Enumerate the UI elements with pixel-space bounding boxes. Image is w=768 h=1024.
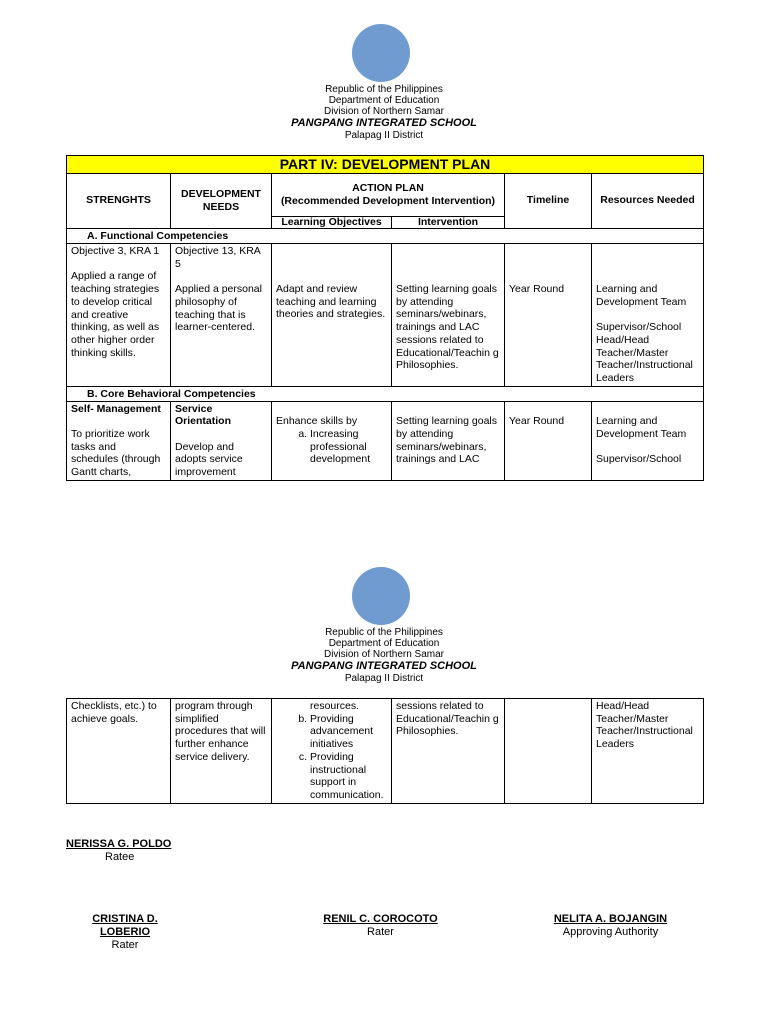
col-intervention-header: Intervention — [392, 217, 505, 229]
functional-objective-text: Adapt and review teaching and learning theories and strategies. — [276, 283, 386, 321]
ratee-name: NERISSA G. POLDO — [66, 838, 172, 850]
col-development-needs-header: DEVELOPMENT NEEDS — [171, 174, 272, 229]
functional-resources-supervisors: Supervisor/School Head/Head Teacher/Master Teacher/Instructional Leaders — [596, 321, 693, 384]
rater1-name: CRISTINA D. LOBERIO — [92, 913, 158, 938]
behavioral-strength-text-cont: Checklists, etc.) to achieve goals. — [71, 700, 157, 725]
behavioral-intervention-text-cont: sessions related to Educational/Teachin g Philosophies. — [396, 700, 499, 738]
ratee-signature — [66, 838, 171, 864]
behavioral-need-cell — [171, 401, 272, 480]
approver-role: Approving Authority — [562, 926, 659, 938]
functional-strength-text: Applied a range of teaching strategies to develop critical and creative thinking, as well as other higher order thinking skills. — [71, 270, 160, 359]
functional-intervention-cell — [392, 244, 505, 387]
header-department: Department of Education — [328, 95, 440, 106]
behavioral-need-text-cont: program through simplified procedures that will further enhance service delivery. — [175, 700, 266, 763]
header-division: Division of Northern Samar — [323, 649, 445, 660]
action-plan-sublabel: (Recommended Development Intervention) — [280, 195, 496, 207]
behavioral-need-text: Develop and adopts service improvement — [175, 440, 243, 479]
behavioral-resources-team: Learning and Development Team — [596, 415, 687, 440]
col-learning-objectives-header: Learning Objectives — [272, 217, 392, 229]
functional-resources-team: Learning and Development Team — [596, 283, 687, 308]
behavioral-intervention-cont-cell — [392, 699, 505, 804]
behavioral-objective-a-cont: resources. — [310, 700, 360, 712]
behavioral-need-title: Service Orientation — [175, 402, 232, 428]
ratee-role: Ratee — [105, 851, 135, 863]
behavioral-strength-text: To prioritize work tasks and schedules (through Gantt charts, — [71, 428, 161, 479]
school-logo — [352, 24, 410, 82]
functional-strength-cell — [67, 244, 171, 387]
header-district: Palapag II District — [344, 130, 424, 141]
rater2-role: Rater — [367, 926, 394, 938]
header-school: PANGPANG INTEGRATED SCHOOL — [291, 660, 477, 672]
behavioral-objective-intro: Enhance skills by — [276, 415, 358, 428]
behavioral-resources-cont-cell — [592, 699, 704, 804]
col-timeline-header: Timeline — [505, 174, 592, 229]
functional-need-cell — [171, 244, 272, 387]
school-logo-page2 — [352, 567, 410, 625]
header-division: Division of Northern Samar — [323, 106, 445, 117]
functional-timeline-text: Year Round — [509, 283, 565, 295]
col-strengths-header: STRENGHTS — [67, 174, 171, 229]
header-department: Department of Education — [328, 638, 440, 649]
header-republic: Republic of the Philippines — [325, 84, 443, 95]
plan-title: PART IV: DEVELOPMENT PLAN — [67, 156, 704, 174]
col-action-plan-header — [272, 174, 505, 217]
behavioral-strength-cell — [67, 401, 171, 480]
approver-signature — [553, 913, 668, 939]
functional-need-text: Applied a personal philosophy of teaching that is learner-centered. — [175, 283, 262, 334]
behavioral-intervention-text: Setting learning goals by attending seminars/webinars, trainings and LAC — [396, 415, 497, 466]
approver-name: NELITA A. BOJANGIN — [553, 913, 668, 925]
behavioral-need-cont-cell — [171, 699, 272, 804]
behavioral-objective-list-cont — [276, 713, 387, 802]
behavioral-objective-a: a. Increasing professional development — [310, 428, 387, 466]
section-functional-competencies: A. Functional Competencies — [67, 229, 704, 244]
behavioral-intervention-cell — [392, 401, 505, 480]
functional-strength-title: Objective 3, KRA 1 — [71, 245, 160, 257]
rater2-name: RENIL C. COROCOTO — [323, 913, 438, 925]
functional-intervention-text: Setting learning goals by attending seminars/webinars, trainings and LAC sessions related to Educational/Teachin g Philosophies. — [396, 283, 499, 372]
functional-timeline-cell — [505, 244, 592, 387]
header-district: Palapag II District — [344, 673, 424, 684]
col-resources-header: Resources Needed — [592, 174, 704, 229]
letterhead — [0, 84, 768, 141]
header-republic: Republic of the Philippines — [325, 627, 443, 638]
behavioral-objective-cont-cell — [272, 699, 392, 804]
functional-need-title: Objective 13, KRA 5 — [175, 245, 261, 270]
development-plan-table-continued — [66, 698, 704, 804]
behavioral-resources-supervisor: Supervisor/School — [596, 453, 682, 466]
behavioral-strength-title: Self- Management — [71, 402, 161, 415]
action-plan-label: ACTION PLAN — [352, 181, 424, 194]
development-plan-table — [66, 155, 704, 481]
letterhead-page2 — [0, 627, 768, 684]
behavioral-objective-c: c. Providing instructional support in communication. — [310, 751, 387, 802]
behavioral-timeline-cont-cell — [505, 699, 592, 804]
rater1-role: Rater — [111, 939, 139, 951]
behavioral-objective-b: b. Providing advancement initiatives — [310, 713, 387, 751]
section-core-behavioral-competencies: B. Core Behavioral Competencies — [67, 386, 704, 401]
behavioral-objective-cell — [272, 401, 392, 480]
functional-objective-cell — [272, 244, 392, 387]
behavioral-resources-cell — [592, 401, 704, 480]
rater1-signature — [66, 913, 184, 952]
functional-resources-cell — [592, 244, 704, 387]
header-school: PANGPANG INTEGRATED SCHOOL — [291, 117, 477, 129]
behavioral-resources-cont: Head/Head Teacher/Master Teacher/Instructional Leaders — [596, 700, 693, 751]
behavioral-objective-list — [276, 428, 387, 466]
behavioral-timeline-cell — [505, 401, 592, 480]
behavioral-strength-cont-cell — [67, 699, 171, 804]
behavioral-timeline-text: Year Round — [509, 415, 565, 428]
rater2-signature — [323, 913, 438, 939]
